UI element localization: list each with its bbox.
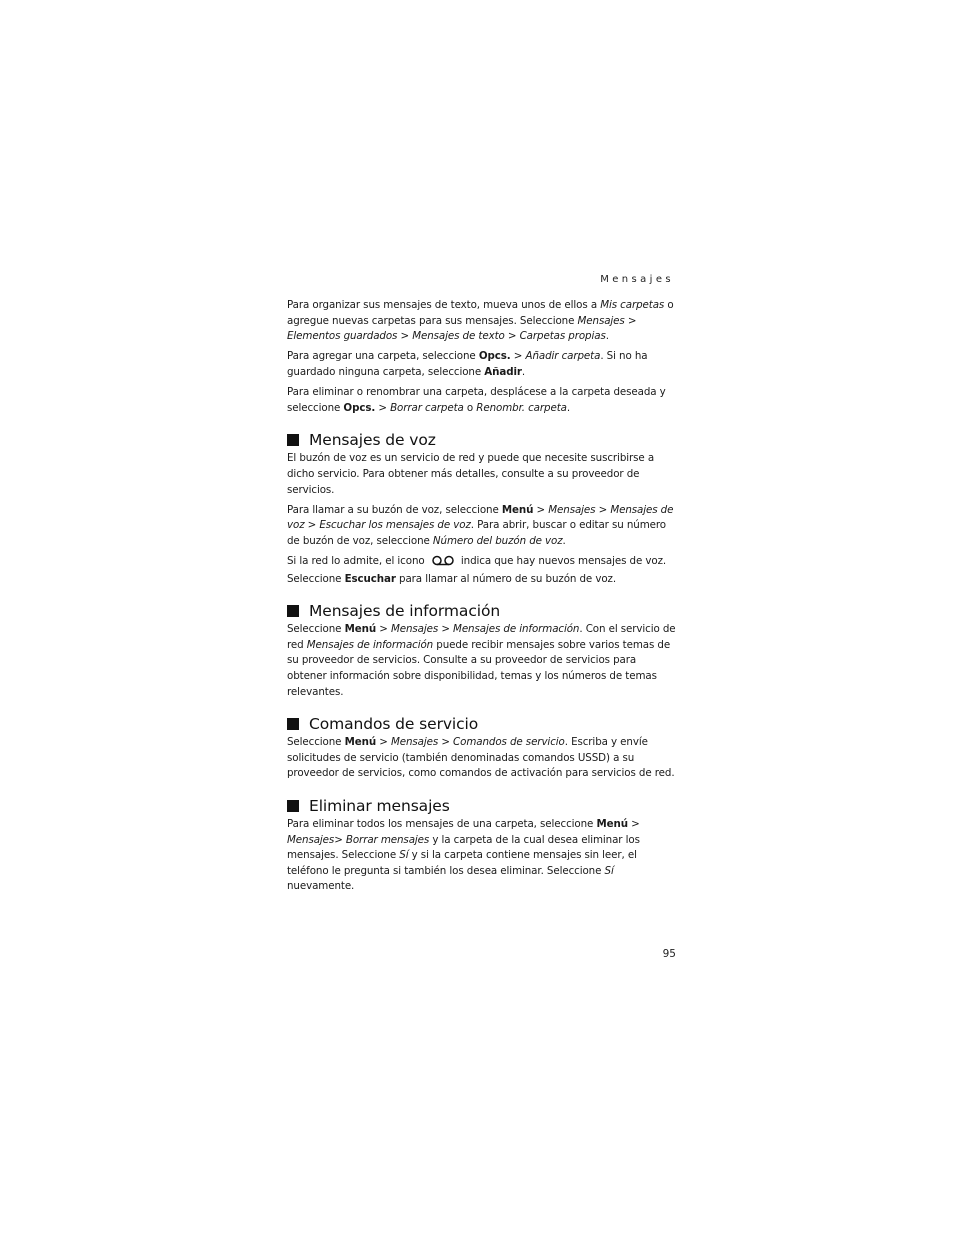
folders-paragraph-2: Para agregar una carpeta, seleccione Opcs. > Añadir carpeta. Si no ha guardado ninguna carpeta, seleccione Añadir.: [287, 350, 648, 378]
commands-paragraph-1: Seleccione Menú > Mensajes > Comandos de servicio. Escriba y envíe solicitudes de servicio (también denominadas comandos USSD) a su proveedor de servicios, como comandos de activación para servicios de red.: [287, 736, 675, 780]
voice-paragraph-3: Si la red lo admite, el icono indica que hay nuevos mensajes de voz. Seleccione Escuchar para llamar al número de su buzón de voz.: [287, 555, 667, 585]
voice-paragraph-2: Para llamar a su buzón de voz, seleccione Menú > Mensajes > Mensajes de voz > Escuchar los mensajes de voz. Para abrir, buscar o editar su número de buzón de voz, seleccione Número del buzón de voz.: [287, 503, 674, 547]
section-heading-delete: Eliminar mensajes: [287, 795, 677, 817]
section-heading-voice: Mensajes de voz: [287, 429, 677, 451]
running-header: Mensajes: [600, 274, 674, 285]
folders-paragraph-1: Para organizar sus mensajes de texto, mueva unos de ellos a Mis carpetas o agregue nuevas carpetas para sus mensajes. Seleccione Mensajes > Elementos guardados > Mensajes de texto > Carpetas propias.: [287, 299, 674, 343]
info-paragraph-1: Seleccione Menú > Mensajes > Mensajes de información. Con el servicio de red Mensajes de información puede recibir mensajes sobre varios temas de su proveedor de servicios. Consulte a su proveedor de servicios para obtener información sobre disponibilidad, temas y los números de temas relevantes.: [287, 623, 676, 698]
page-number: 95: [662, 948, 676, 960]
page-body: [287, 298, 677, 900]
voicemail-icon: [432, 555, 454, 572]
voice-paragraph-1: El buzón de voz es un servicio de red y puede que necesite suscribirse a dicho servicio. Para obtener más detalles, consulte a su proveedor de servicios.: [287, 452, 655, 496]
heading-bullet-square: [287, 800, 299, 812]
section-heading-commands: Comandos de servicio: [287, 713, 677, 735]
folders-paragraph-3: Para eliminar o renombrar una carpeta, desplácese a la carpeta deseada y seleccione Opcs. > Borrar carpeta o Renombr. carpeta.: [287, 386, 666, 414]
section-heading-info: Mensajes de información: [287, 600, 677, 622]
heading-bullet-square: [287, 718, 299, 730]
heading-bullet-square: [287, 605, 299, 617]
delete-paragraph-1: Para eliminar todos los mensajes de una carpeta, seleccione Menú > Mensajes> Borrar mensajes y la carpeta de la cual desea eliminar los mensajes. Seleccione Sí y si la carpeta contiene mensajes sin leer, el teléfono le pregunta si también los desea eliminar. Seleccione Sí nuevamente.: [287, 818, 640, 893]
heading-bullet-square: [287, 434, 299, 446]
